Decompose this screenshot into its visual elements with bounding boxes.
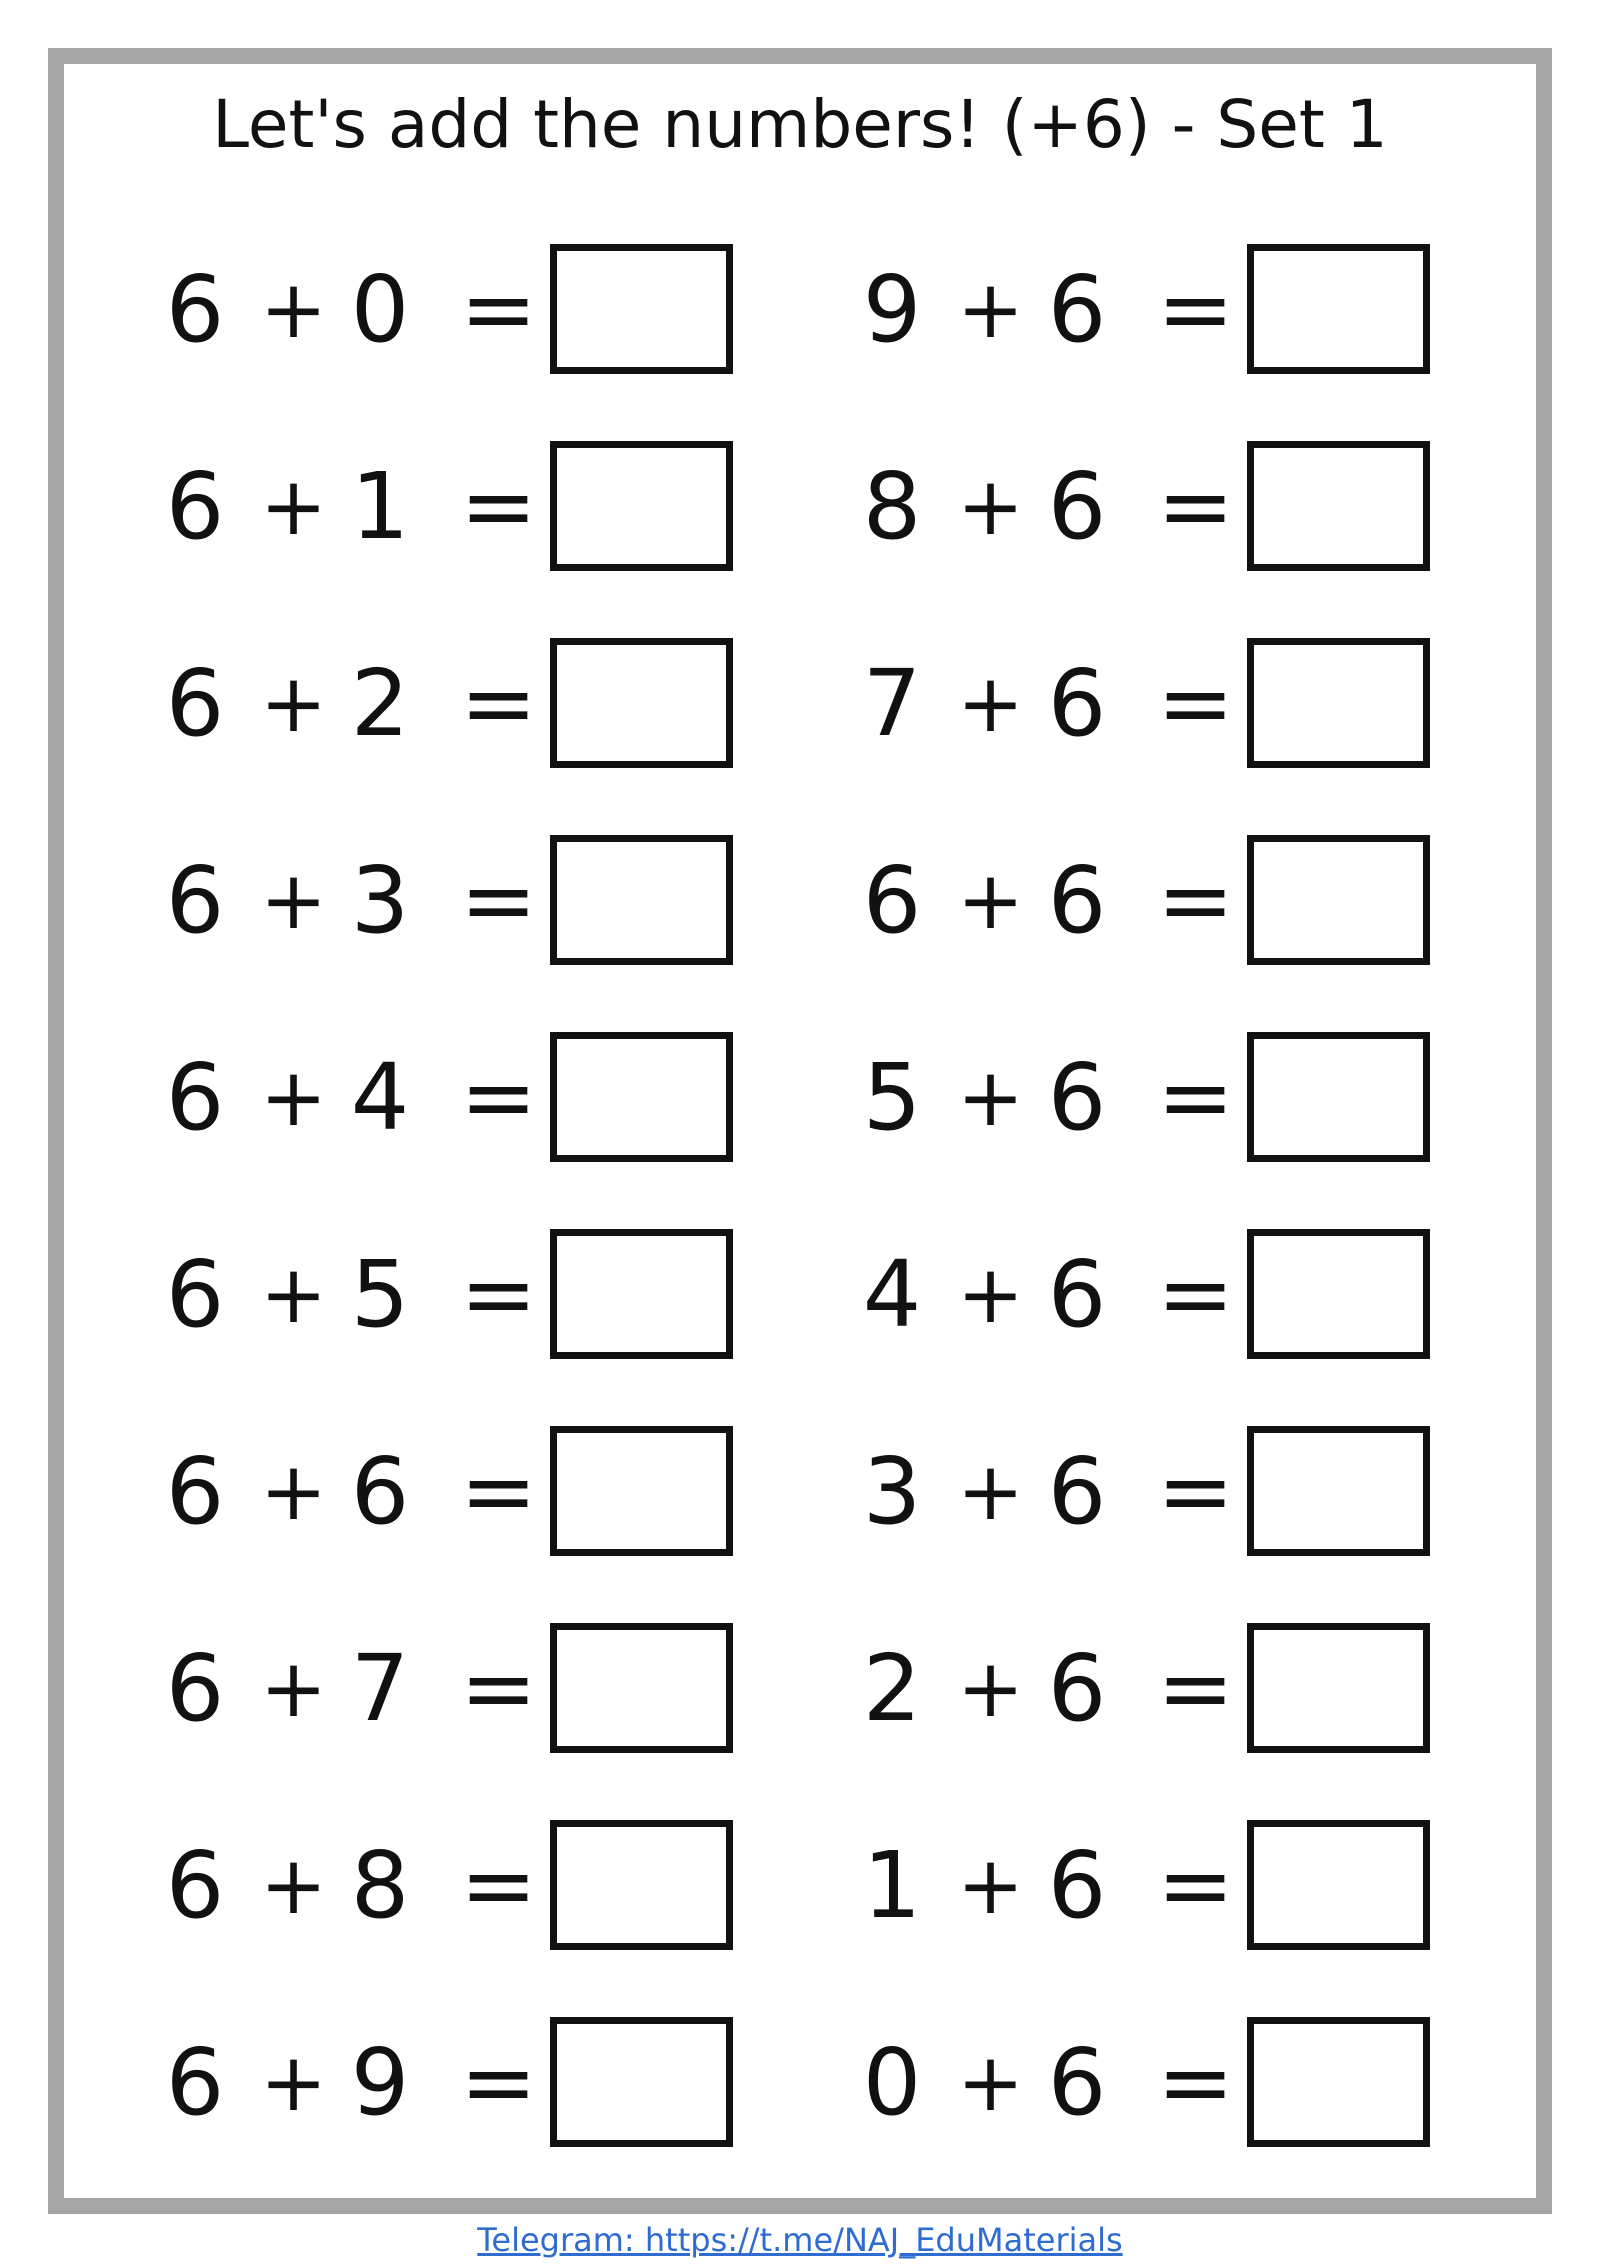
second-addend: 6 <box>1047 1635 1107 1742</box>
answer-box[interactable] <box>1247 2017 1430 2147</box>
answer-box[interactable] <box>550 2017 733 2147</box>
first-addend: 0 <box>862 2029 922 2136</box>
telegram-link[interactable]: Telegram: https://t.me/NAJ_EduMaterials <box>477 2221 1123 2259</box>
equals-sign: = <box>1157 2029 1235 2136</box>
equals-sign: = <box>460 256 538 363</box>
equals-sign: = <box>1157 1832 1235 1939</box>
first-addend: 7 <box>862 650 922 757</box>
problem-row <box>857 1028 1457 1168</box>
answer-box[interactable] <box>1247 835 1430 965</box>
equals-sign: = <box>1157 847 1235 954</box>
answer-box[interactable] <box>550 835 733 965</box>
first-addend: 9 <box>862 256 922 363</box>
second-addend: 6 <box>1047 1241 1107 1348</box>
equals-sign: = <box>460 453 538 560</box>
answer-box[interactable] <box>550 1426 733 1556</box>
plus-sign: + <box>957 1248 1025 1341</box>
answer-box[interactable] <box>1247 1229 1430 1359</box>
second-addend: 0 <box>350 256 410 363</box>
plus-sign: + <box>260 1051 328 1144</box>
footer <box>0 2218 1600 2262</box>
problem-row <box>857 2013 1457 2153</box>
equals-sign: = <box>460 1832 538 1939</box>
plus-sign: + <box>957 2036 1025 2129</box>
problem-row <box>857 240 1457 380</box>
equals-sign: = <box>460 1438 538 1545</box>
second-addend: 6 <box>1047 453 1107 560</box>
plus-sign: + <box>260 657 328 750</box>
second-addend: 6 <box>1047 650 1107 757</box>
answer-box[interactable] <box>550 1032 733 1162</box>
problem-row <box>160 831 760 971</box>
first-addend: 5 <box>862 1044 922 1151</box>
plus-sign: + <box>957 854 1025 947</box>
equals-sign: = <box>1157 453 1235 560</box>
first-addend: 1 <box>862 1832 922 1939</box>
second-addend: 8 <box>350 1832 410 1939</box>
answer-box[interactable] <box>1247 1820 1430 1950</box>
second-addend: 6 <box>1047 1044 1107 1151</box>
problem-row <box>160 437 760 577</box>
answer-box[interactable] <box>550 1820 733 1950</box>
plus-sign: + <box>260 1248 328 1341</box>
problem-row <box>857 1422 1457 1562</box>
first-addend: 6 <box>862 847 922 954</box>
first-addend: 6 <box>165 650 225 757</box>
problem-row <box>160 1816 760 1956</box>
problem-row <box>160 1422 760 1562</box>
answer-box[interactable] <box>1247 1032 1430 1162</box>
second-addend: 6 <box>1047 847 1107 954</box>
problem-row <box>160 2013 760 2153</box>
second-addend: 5 <box>350 1241 410 1348</box>
problem-row <box>857 437 1457 577</box>
problem-row <box>857 831 1457 971</box>
equals-sign: = <box>1157 650 1235 757</box>
worksheet-title: Let's add the numbers! (+6) - Set 1 <box>212 86 1388 163</box>
first-addend: 6 <box>165 1241 225 1348</box>
first-addend: 4 <box>862 1241 922 1348</box>
first-addend: 6 <box>165 256 225 363</box>
equals-sign: = <box>1157 1635 1235 1742</box>
second-addend: 2 <box>350 650 410 757</box>
plus-sign: + <box>260 1642 328 1735</box>
answer-box[interactable] <box>1247 1426 1430 1556</box>
second-addend: 7 <box>350 1635 410 1742</box>
answer-box[interactable] <box>1247 441 1430 571</box>
problem-row <box>160 1619 760 1759</box>
answer-box[interactable] <box>550 1623 733 1753</box>
first-addend: 2 <box>862 1635 922 1742</box>
first-addend: 6 <box>165 847 225 954</box>
equals-sign: = <box>1157 256 1235 363</box>
plus-sign: + <box>957 263 1025 356</box>
equals-sign: = <box>1157 1044 1235 1151</box>
second-addend: 6 <box>1047 256 1107 363</box>
plus-sign: + <box>957 1445 1025 1538</box>
plus-sign: + <box>957 1839 1025 1932</box>
plus-sign: + <box>260 263 328 356</box>
problem-row <box>857 1816 1457 1956</box>
equals-sign: = <box>1157 1438 1235 1545</box>
second-addend: 4 <box>350 1044 410 1151</box>
first-addend: 6 <box>165 1044 225 1151</box>
plus-sign: + <box>260 460 328 553</box>
problem-row <box>160 240 760 380</box>
problem-row <box>160 1028 760 1168</box>
plus-sign: + <box>260 854 328 947</box>
second-addend: 6 <box>1047 1832 1107 1939</box>
equals-sign: = <box>1157 1241 1235 1348</box>
problem-row <box>160 634 760 774</box>
answer-box[interactable] <box>1247 638 1430 768</box>
equals-sign: = <box>460 1241 538 1348</box>
second-addend: 6 <box>350 1438 410 1545</box>
answer-box[interactable] <box>550 244 733 374</box>
problem-row <box>857 634 1457 774</box>
first-addend: 6 <box>165 453 225 560</box>
first-addend: 6 <box>165 1832 225 1939</box>
plus-sign: + <box>957 460 1025 553</box>
answer-box[interactable] <box>1247 244 1430 374</box>
equals-sign: = <box>460 1635 538 1742</box>
plus-sign: + <box>957 1642 1025 1735</box>
first-addend: 6 <box>165 2029 225 2136</box>
plus-sign: + <box>957 657 1025 750</box>
answer-box[interactable] <box>550 638 733 768</box>
plus-sign: + <box>260 1445 328 1538</box>
second-addend: 6 <box>1047 1438 1107 1545</box>
equals-sign: = <box>460 650 538 757</box>
equals-sign: = <box>460 847 538 954</box>
first-addend: 8 <box>862 453 922 560</box>
first-addend: 6 <box>165 1635 225 1742</box>
second-addend: 3 <box>350 847 410 954</box>
problem-row <box>857 1225 1457 1365</box>
plus-sign: + <box>260 2036 328 2129</box>
problem-row <box>160 1225 760 1365</box>
answer-box[interactable] <box>550 1229 733 1359</box>
plus-sign: + <box>957 1051 1025 1144</box>
equals-sign: = <box>460 2029 538 2136</box>
first-addend: 6 <box>165 1438 225 1545</box>
answer-box[interactable] <box>550 441 733 571</box>
problem-row <box>857 1619 1457 1759</box>
second-addend: 6 <box>1047 2029 1107 2136</box>
second-addend: 9 <box>350 2029 410 2136</box>
equals-sign: = <box>460 1044 538 1151</box>
plus-sign: + <box>260 1839 328 1932</box>
first-addend: 3 <box>862 1438 922 1545</box>
answer-box[interactable] <box>1247 1623 1430 1753</box>
second-addend: 1 <box>350 453 410 560</box>
